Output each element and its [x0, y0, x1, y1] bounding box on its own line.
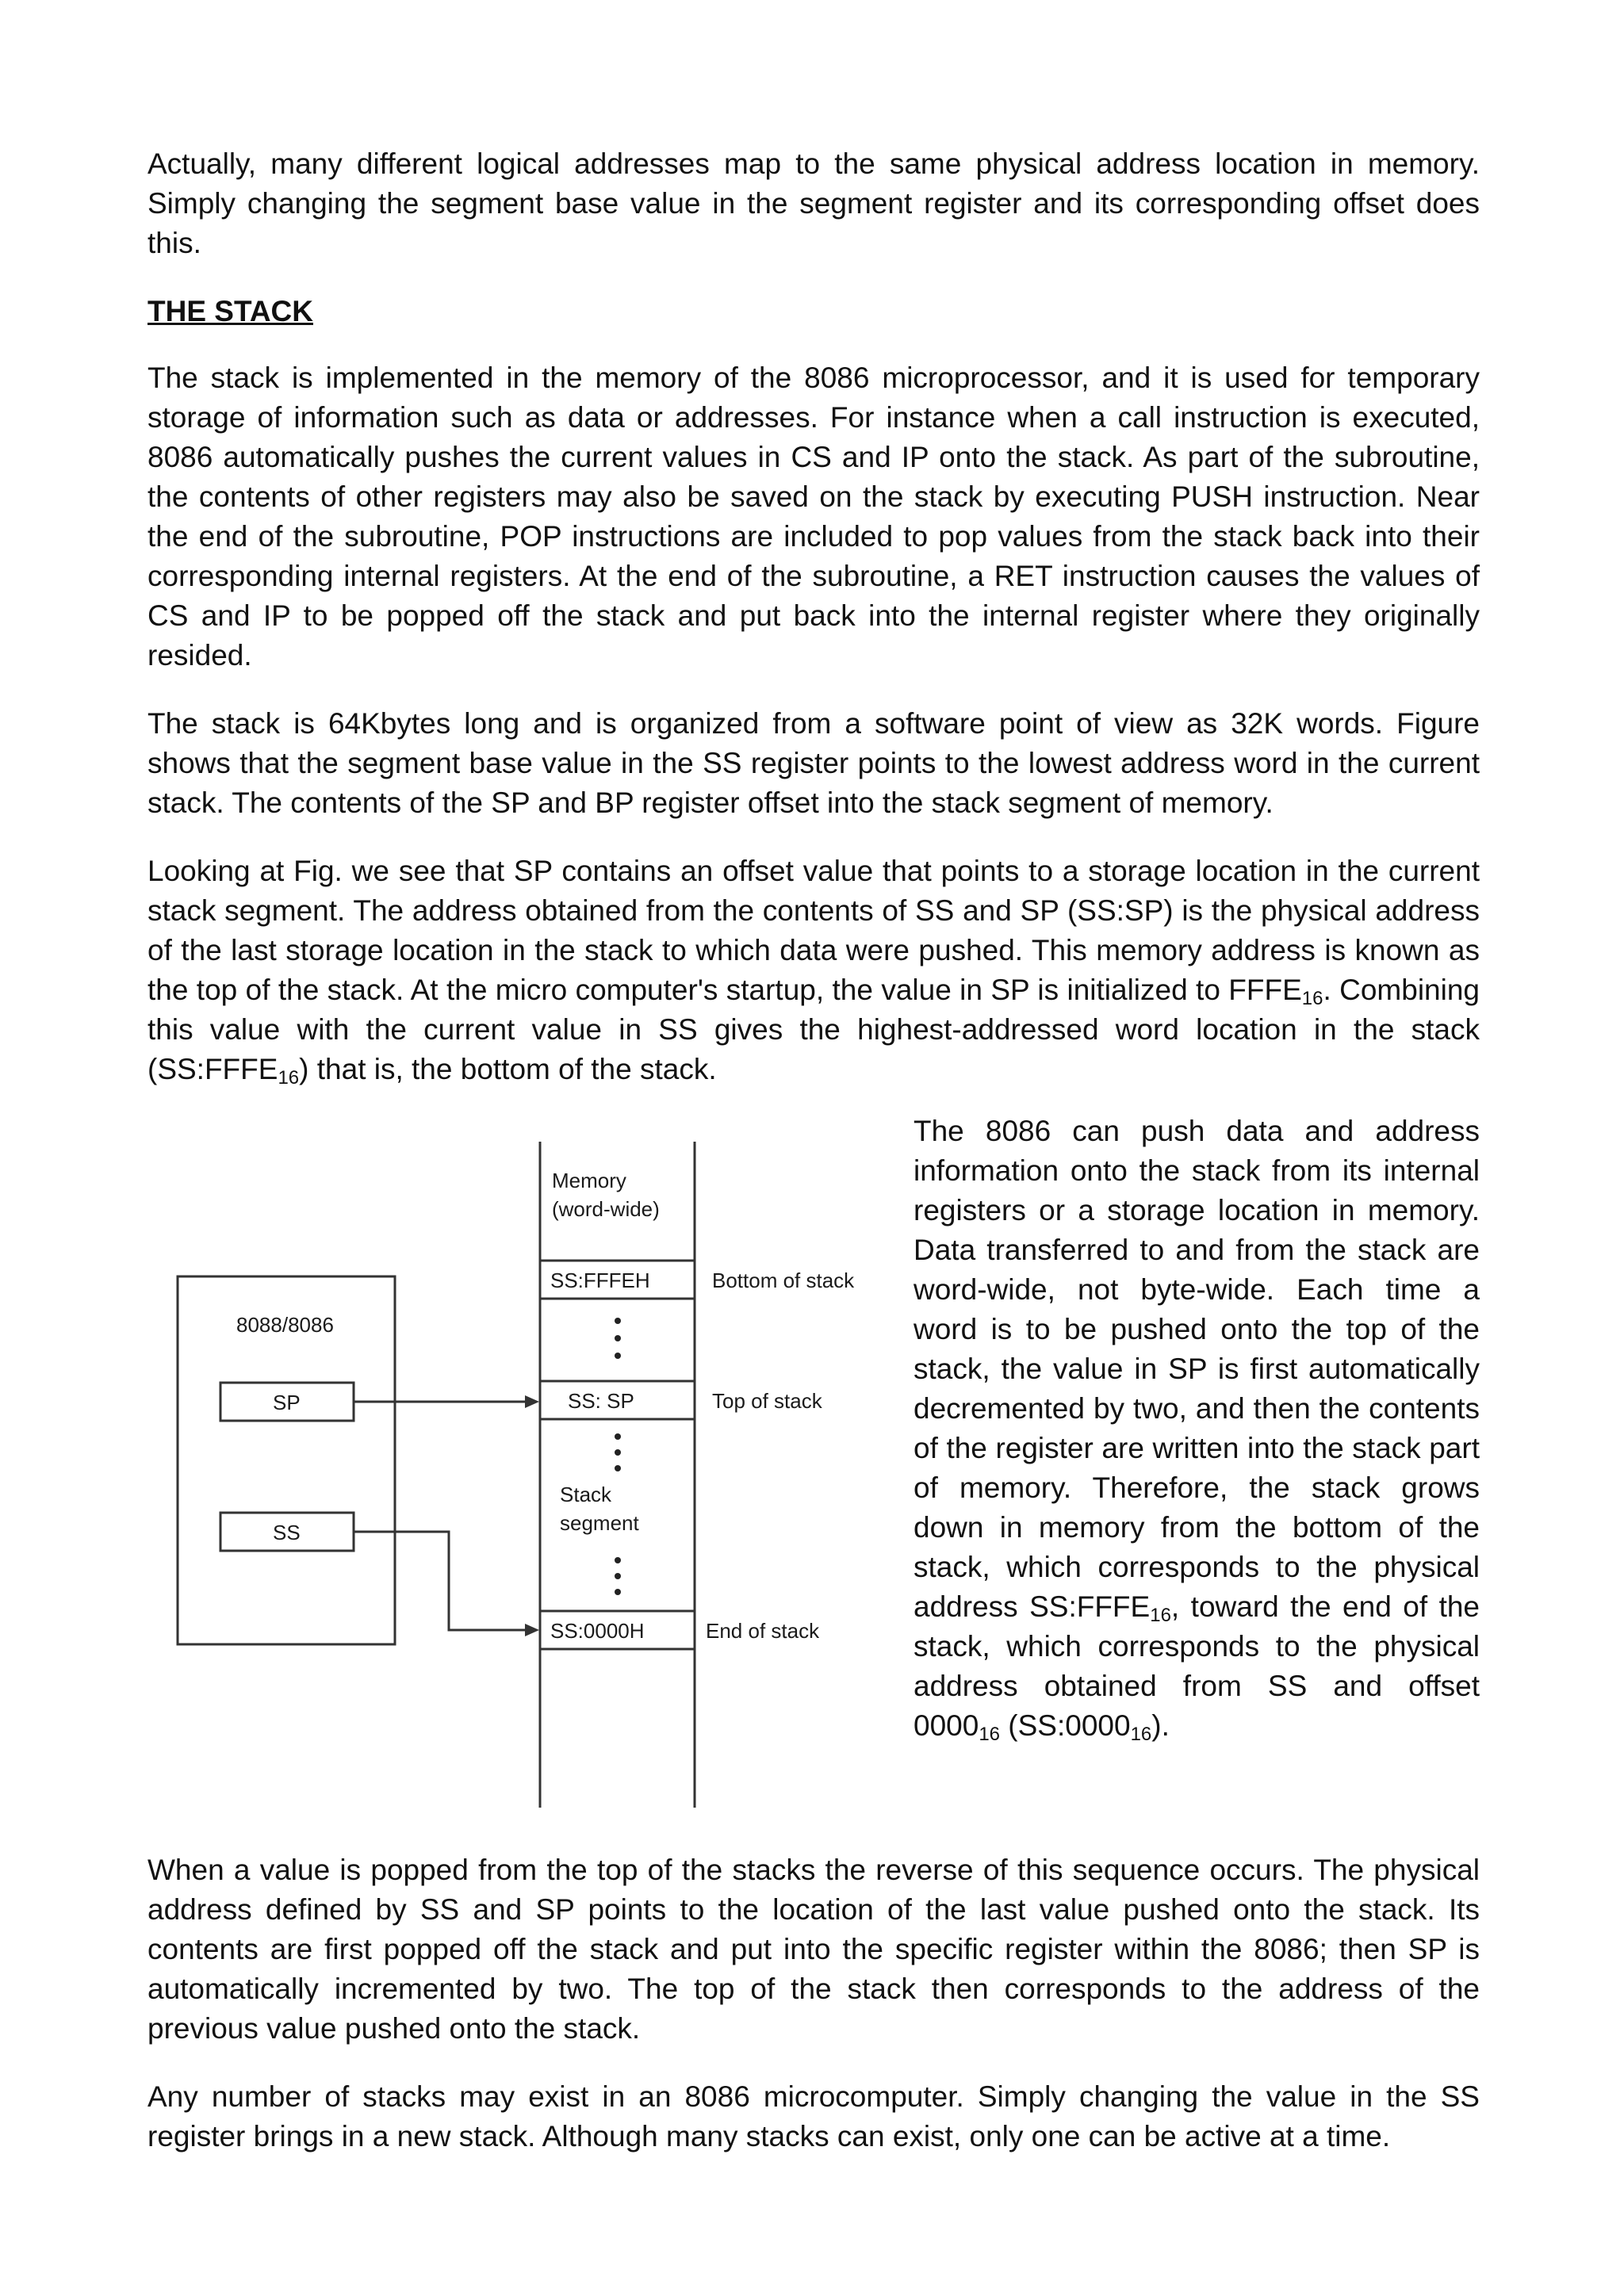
- subscript-16: 16: [1130, 1724, 1152, 1745]
- ellipsis-dot: [615, 1465, 621, 1471]
- ss-register-label: SS: [273, 1521, 301, 1544]
- cell-ss-0000h: SS:0000H: [550, 1619, 645, 1643]
- paragraph-top-of-stack: [147, 851, 1480, 1089]
- cell-ss-sp: SS: SP: [568, 1389, 634, 1413]
- memory-label: Memory: [552, 1169, 626, 1192]
- ss-arrow-head: [525, 1624, 539, 1636]
- cpu-label: 8088/8086: [236, 1313, 334, 1337]
- sp-register-label: SP: [273, 1391, 301, 1414]
- paragraph-logical-addresses: Actually, many different logical addresses map to the same physical address location in memory. Simply changing the segment base value in the segment register and its corresponding offset does this.: [147, 147, 1480, 259]
- page-content: [147, 144, 1480, 2185]
- paragraph-multiple-stacks: Any number of stacks may exist in an 8086 microcomputer. Simply changing the value in the SS register brings in a new stack. Although many stacks can exist, only one can be active at a time.: [147, 2080, 1480, 2152]
- subscript-16: 16: [1150, 1605, 1171, 1626]
- text-run: (SS:0000: [1000, 1709, 1131, 1742]
- paragraph-push-data: [914, 1112, 1480, 1746]
- ss-arrow-line: [354, 1532, 528, 1630]
- ellipsis-dot: [615, 1573, 621, 1579]
- section-heading-the-stack: THE STACK: [147, 295, 313, 327]
- memory-width-label: (word-wide): [552, 1197, 660, 1221]
- top-of-stack-label: Top of stack: [712, 1389, 822, 1413]
- subscript-16: 16: [1301, 988, 1323, 1009]
- paragraph-stack-size: The stack is 64Kbytes long and is organized from a software point of view as 32K words. Figure shows that the segment base value in the SS register points to the lowest address word in the current stack. The contents of the SP and BP register offset into the stack segment of memory.: [147, 707, 1480, 819]
- stack-segment-label: Stack: [560, 1483, 612, 1506]
- stack-diagram-svg: [147, 1118, 893, 1816]
- ellipsis-dot: [615, 1557, 621, 1563]
- paragraph-stack-implementation: The stack is implemented in the memory of the 8086 microprocessor, and it is used for temporary storage of information such as data or addresses. For instance when a call instruction is executed, 8086 automatically pushes the current values in CS and IP onto the stack. As part of the subroutine, the contents of other registers may also be saved on the stack by executing PUSH instruction. Near the end of the subroutine, POP instructions are included to pop values from the stack back into their corresponding internal registers. At the end of the subroutine, a RET instruction causes the values of CS and IP to be popped off the stack and put back into the internal register where they originally resided.: [147, 362, 1480, 672]
- ellipsis-dot: [615, 1335, 621, 1341]
- sp-arrow-head: [525, 1395, 539, 1408]
- ellipsis-dot: [615, 1449, 621, 1456]
- stack-diagram: [147, 1118, 893, 1816]
- cell-ss-fffeh: SS:FFFEH: [550, 1269, 650, 1292]
- ellipsis-dot: [615, 1318, 621, 1324]
- ellipsis-dot: [615, 1353, 621, 1359]
- text-run: ) that is, the bottom of the stack.: [299, 1053, 717, 1085]
- ellipsis-dot: [615, 1589, 621, 1595]
- ellipsis-dot: [615, 1433, 621, 1440]
- text-run: , toward the end of the stack, which corresponds to the physical address obtained from SS and offset 0000: [914, 1590, 1480, 1742]
- paragraph-pop-value: When a value is popped from the top of the stacks the reverse of this sequence occurs. The physical address defined by SS and SP points to the location of the last value pushed onto the stack. Its contents are first popped off the stack and put into the specific register within the 8086; then SP is automatically incremented by two. The top of the stack then corresponds to the address of the previous value pushed onto the stack.: [147, 1854, 1480, 2045]
- text-run: Looking at Fig. we see that SP contains an offset value that points to a storage location in the current stack segment. The address obtained from the contents of SS and SP (SS:SP) is the physical address of the last storage location in the stack to which data were pushed. This memory address is known as the top of the stack. At the micro computer's startup, the value in SP is initialized to FFFE: [147, 855, 1480, 1006]
- figure-row: [147, 1115, 1480, 1823]
- subscript-16: 16: [278, 1067, 300, 1089]
- text-run: The 8086 can push data and address information onto the stack from its internal registers or a storage location in memory. Data transferred to and from the stack are word-wide, not byte-wide. Each time a word is to be pushed onto the top of the stack, the value in SP is first automatically decremented by two, and then the contents of the register are written into the stack part of memory. Therefore, the stack grows down in memory from the bottom of the stack, which corresponds to the physical address SS:FFFE: [914, 1115, 1480, 1623]
- text-run: ).: [1151, 1709, 1170, 1742]
- subscript-16: 16: [979, 1724, 1001, 1745]
- bottom-of-stack-label: Bottom of stack: [712, 1269, 855, 1292]
- text-run: . Combining this value with the current value in SS gives the highest-addressed word location in the stack (SS:FFFE: [147, 974, 1480, 1085]
- stack-segment-label-2: segment: [560, 1511, 639, 1535]
- end-of-stack-label: End of stack: [706, 1619, 820, 1643]
